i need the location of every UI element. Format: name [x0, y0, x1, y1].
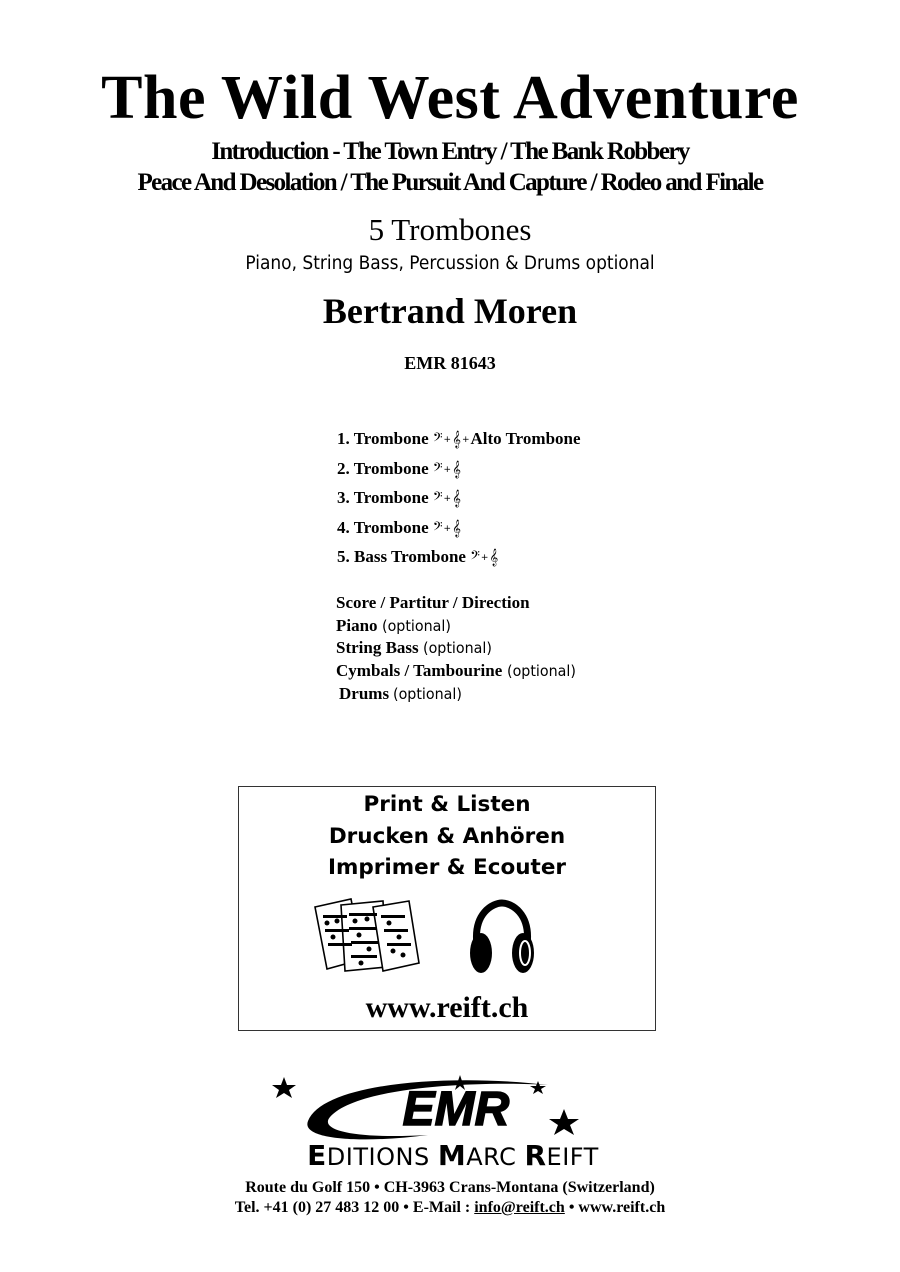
extra-name: String Bass [336, 638, 419, 658]
editions-marc-reift-wordmark: EDITIONS MARC REIFT [307, 1139, 599, 1172]
contact-website: • www.reift.ch [564, 1199, 666, 1216]
treble-clef-icon: 𝄞 [452, 518, 461, 537]
extra-note: (optional) [506, 662, 576, 681]
star-icon [272, 1077, 296, 1098]
bass-clef-icon: 𝄢 [470, 548, 480, 566]
bass-clef-icon: 𝄢 [432, 459, 443, 478]
extras-list [336, 592, 581, 706]
publisher-address: Route du Golf 150 • CH-3963 Crans-Montana (Switzerland) [245, 1179, 655, 1196]
extra-item [336, 637, 581, 660]
treble-clef-icon: 𝄞 [452, 489, 461, 507]
part-label: 5. Bass Trombone [337, 547, 466, 566]
parts-list [337, 426, 581, 574]
star-icon [549, 1109, 579, 1135]
part-label: 2. Trombone [337, 458, 429, 478]
part-item [337, 515, 581, 545]
extra-name: Score / Partitur / Direction [336, 593, 530, 612]
composer: Bertrand Moren [322, 291, 578, 331]
extra-note: (optional) [393, 684, 463, 703]
contact-phone: Tel. +41 (0) 27 483 12 00 • E-Mail : [234, 1199, 475, 1216]
promo-url-link[interactable]: www.reift.ch [365, 991, 529, 1024]
part-item [337, 426, 581, 456]
part-suffix: Alto Trombone [470, 429, 581, 448]
emr-logo [238, 1073, 668, 1173]
promo-line-fr: Imprimer & Ecouter [327, 855, 567, 880]
promo-line-de: Drucken & Anhören [328, 824, 566, 849]
headphones-icon [467, 899, 537, 977]
treble-clef-icon: 𝄞 [489, 548, 499, 566]
emr-logo-text: EMR [402, 1083, 510, 1136]
email-link[interactable]: info@reift.ch [474, 1199, 565, 1216]
extra-note: (optional) [422, 639, 492, 658]
page-title: The Wild West Adventure [101, 64, 799, 132]
bass-clef-icon: 𝄢 [432, 518, 443, 537]
plus-sign: + [443, 464, 452, 475]
treble-clef-icon: 𝄞 [452, 459, 461, 478]
extra-note: (optional) [381, 616, 451, 635]
extra-item [336, 660, 581, 683]
part-label: 3. Trombone [337, 488, 429, 507]
plus-sign: + [443, 523, 452, 534]
part-item [337, 456, 581, 486]
extra-item [336, 615, 581, 638]
sheet-music-icon [311, 897, 423, 977]
plus-sign: + [461, 435, 470, 445]
treble-clef-icon: 𝄞 [452, 430, 461, 448]
part-label: 4. Trombone [337, 517, 429, 537]
subtitle-line-2: Peace And Desolation / The Pursuit And Capture / Rodeo and Finale [137, 169, 763, 196]
part-item [337, 485, 581, 515]
star-icon [530, 1081, 546, 1094]
extra-name: Drums [339, 683, 390, 703]
bass-clef-icon: 𝄢 [432, 489, 443, 507]
catalog-number: EMR 81643 [404, 353, 496, 373]
extra-name: Cymbals / Tambourine [336, 661, 503, 681]
plus-sign: + [443, 494, 452, 504]
bass-clef-icon: 𝄢 [432, 430, 443, 448]
plus-sign: + [480, 553, 489, 563]
optional-instruments: Piano, String Bass, Percussion & Drums optional [245, 253, 655, 274]
subtitle-line-1: Introduction - The Town Entry / The Bank Robbery [211, 138, 689, 165]
publisher-contact [0, 1198, 900, 1218]
part-label: 1. Trombone [337, 429, 429, 448]
extra-item [336, 683, 581, 706]
part-item [337, 544, 581, 574]
promo-line-en: Print & Listen [363, 792, 531, 817]
extra-item [336, 592, 581, 615]
extra-name: Piano [336, 615, 378, 635]
plus-sign: + [443, 435, 452, 445]
instrumentation: 5 Trombones [368, 212, 532, 247]
print-listen-box [238, 786, 656, 1031]
